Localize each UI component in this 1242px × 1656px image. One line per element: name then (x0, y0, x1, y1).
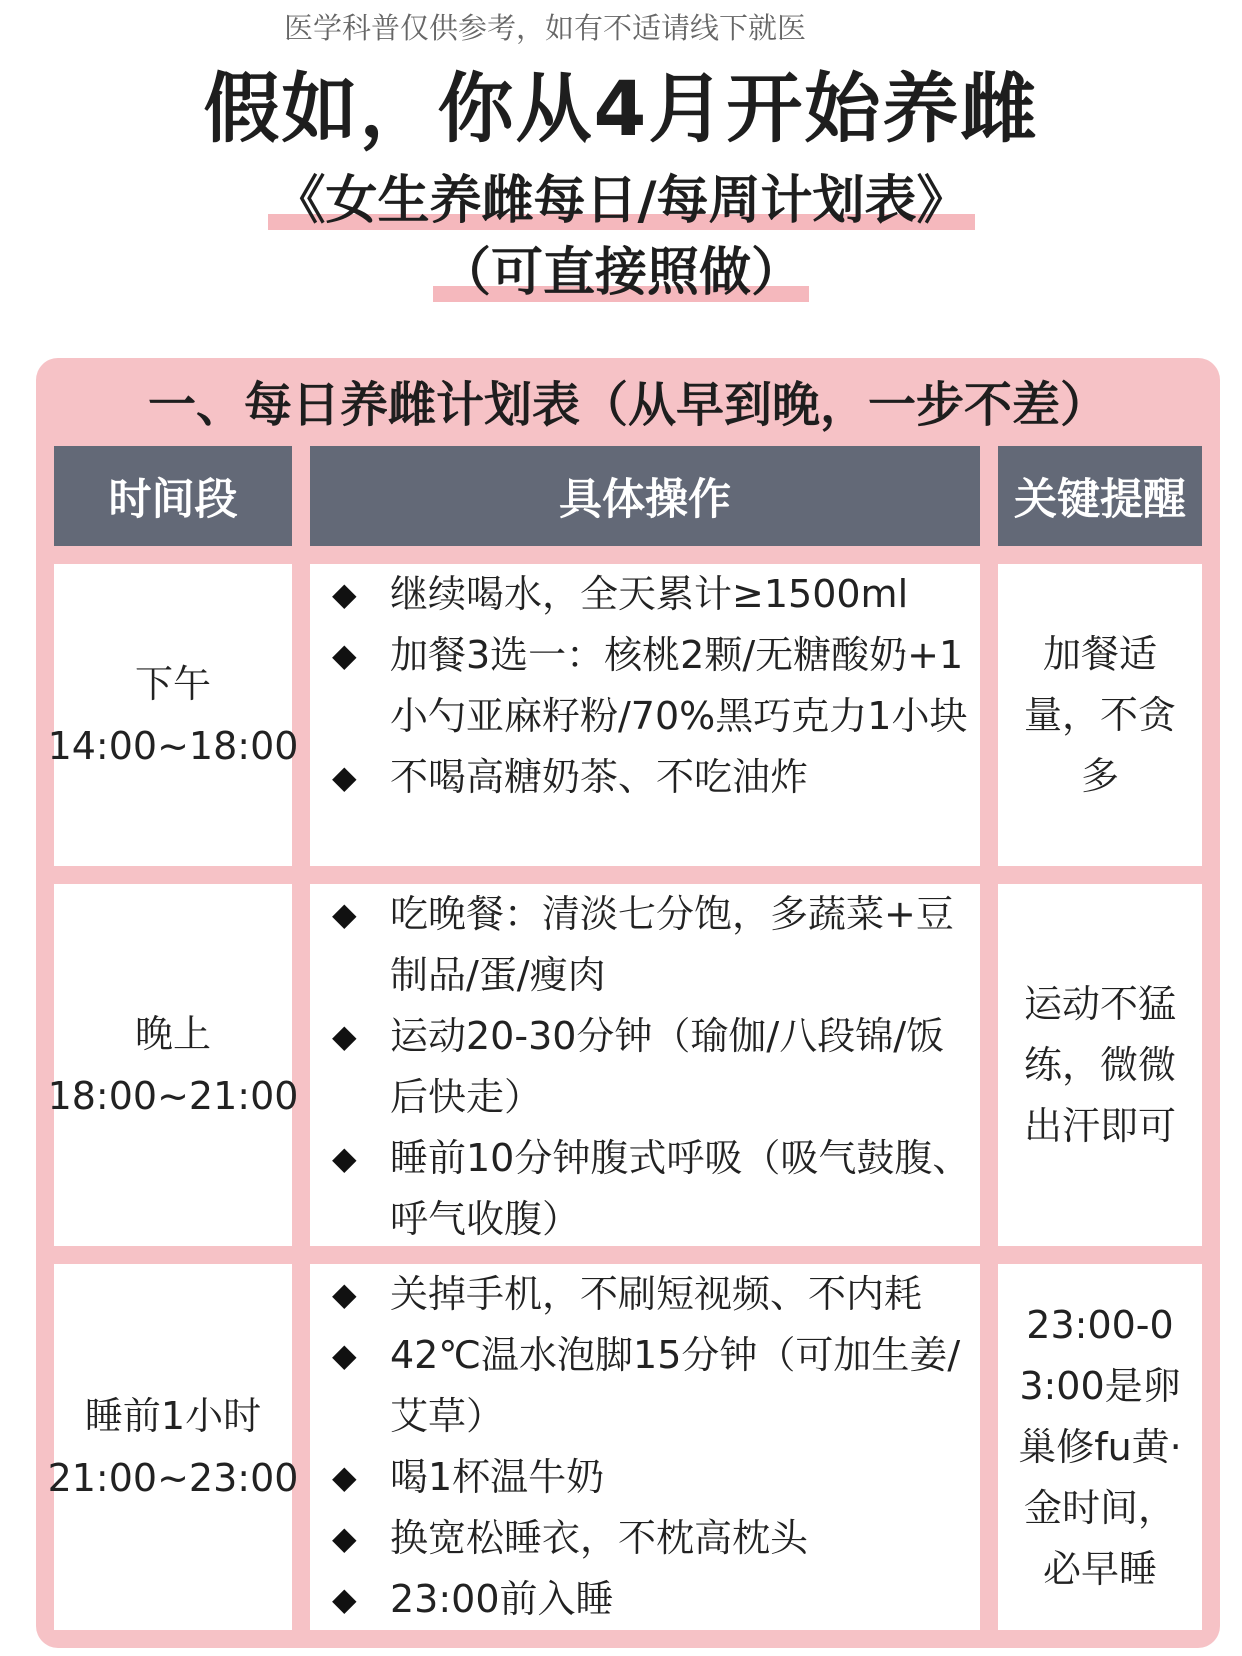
diamond-bullet-icon: ◆ (332, 1017, 357, 1055)
diamond-bullet-icon: ◆ (332, 1519, 357, 1557)
list-item (310, 1128, 980, 1250)
subtitle-line-1-text: 《女生养雌每日/每周计划表》 (273, 171, 969, 231)
list-item (310, 564, 980, 625)
op-text: 23:00前入睡 (390, 1577, 614, 1621)
list-item (310, 747, 980, 808)
op-text: 加餐3选一：核桃2颗/无糖酸奶+1小勺亚麻籽粉/70%黑巧克力1小块 (390, 633, 968, 738)
row-3-ops-list (310, 1264, 980, 1630)
row-2-reminder-cell (998, 884, 1202, 1246)
diamond-bullet-icon: ◆ (332, 895, 357, 933)
op-text: 继续喝水，全天累计≥1500ml (390, 572, 909, 616)
row-1-time-cell (47, 564, 299, 866)
subtitle-line-1 (268, 168, 975, 234)
row-2-reminder: 运动不猛练，微微出汗即可 (1023, 981, 1176, 1148)
section-title: 一、每日养雌计划表（从早到晚，一步不差） (147, 377, 1108, 433)
row-3-reminder-cell (998, 1264, 1202, 1630)
diamond-bullet-icon: ◆ (332, 1336, 357, 1374)
row-3-ops-cell (310, 1264, 980, 1630)
subtitle-line-2 (433, 240, 809, 306)
header-time-period: 时间段 (54, 446, 292, 546)
diamond-bullet-icon: ◆ (332, 1458, 357, 1496)
subtitle-line-2-text: （可直接照做） (438, 243, 803, 303)
subtitle-line-2-wrap (0, 240, 1242, 306)
op-text: 运动20-30分钟（瑜伽/八段锦/饭后快走） (390, 1014, 945, 1119)
row-2-ops-list (310, 884, 980, 1250)
list-item (310, 625, 980, 747)
diamond-bullet-icon: ◆ (332, 575, 357, 613)
subtitle-line-1-wrap (0, 168, 1242, 234)
header-operations: 具体操作 (310, 446, 980, 546)
row-2-ops-cell (310, 884, 980, 1246)
op-text: 喝1杯温牛奶 (390, 1455, 605, 1499)
row-2-time-cell (47, 884, 299, 1246)
row-2-period: 晚上 (134, 1012, 211, 1056)
list-item (310, 1006, 980, 1128)
page-title: 假如，你从4月开始养雌 (203, 64, 1039, 153)
row-3-reminder: 23:00-03:00是卵巢修fu黄·金时间，必早睡 (1018, 1302, 1182, 1591)
row-3-period: 睡前1小时 (84, 1394, 262, 1438)
op-text: 吃晚餐：清淡七分饱，多蔬菜+豆制品/蛋/瘦肉 (390, 892, 954, 997)
header-reminder: 关键提醒 (998, 446, 1202, 546)
diamond-bullet-icon: ◆ (332, 758, 357, 796)
op-text: 关掉手机，不刷短视频、不内耗 (390, 1272, 923, 1316)
diamond-bullet-icon: ◆ (332, 1275, 357, 1313)
row-1-period: 下午 (134, 662, 211, 706)
row-2-time: 18:00~21:00 (47, 1074, 299, 1118)
row-1-time: 14:00~18:00 (47, 724, 299, 768)
op-text: 42℃温水泡脚15分钟（可加生姜/艾草） (390, 1333, 961, 1438)
list-item (310, 1264, 980, 1325)
op-text: 睡前10分钟腹式呼吸（吸气鼓腹、呼气收腹） (390, 1136, 971, 1241)
list-item (310, 1508, 980, 1569)
op-text: 换宽松睡衣，不枕高枕头 (390, 1516, 809, 1560)
row-1-reminder: 加餐适量，不贪多 (1023, 631, 1176, 798)
diamond-bullet-icon: ◆ (332, 1580, 357, 1618)
diamond-bullet-icon: ◆ (332, 636, 357, 674)
op-text: 不喝高糖奶茶、不吃油炸 (390, 755, 809, 799)
row-1-reminder-cell (998, 564, 1202, 866)
list-item (310, 1325, 980, 1447)
disclaimer-text: 医学科普仅供参考，如有不适请线下就医 (284, 11, 807, 45)
diamond-bullet-icon: ◆ (332, 1139, 357, 1177)
row-3-time: 21:00~23:00 (47, 1456, 299, 1500)
row-1-ops-cell (310, 564, 980, 866)
row-3-time-cell (47, 1264, 299, 1630)
list-item (310, 884, 980, 1006)
row-1-ops-list (310, 564, 980, 808)
list-item (310, 1569, 980, 1630)
list-item (310, 1447, 980, 1508)
